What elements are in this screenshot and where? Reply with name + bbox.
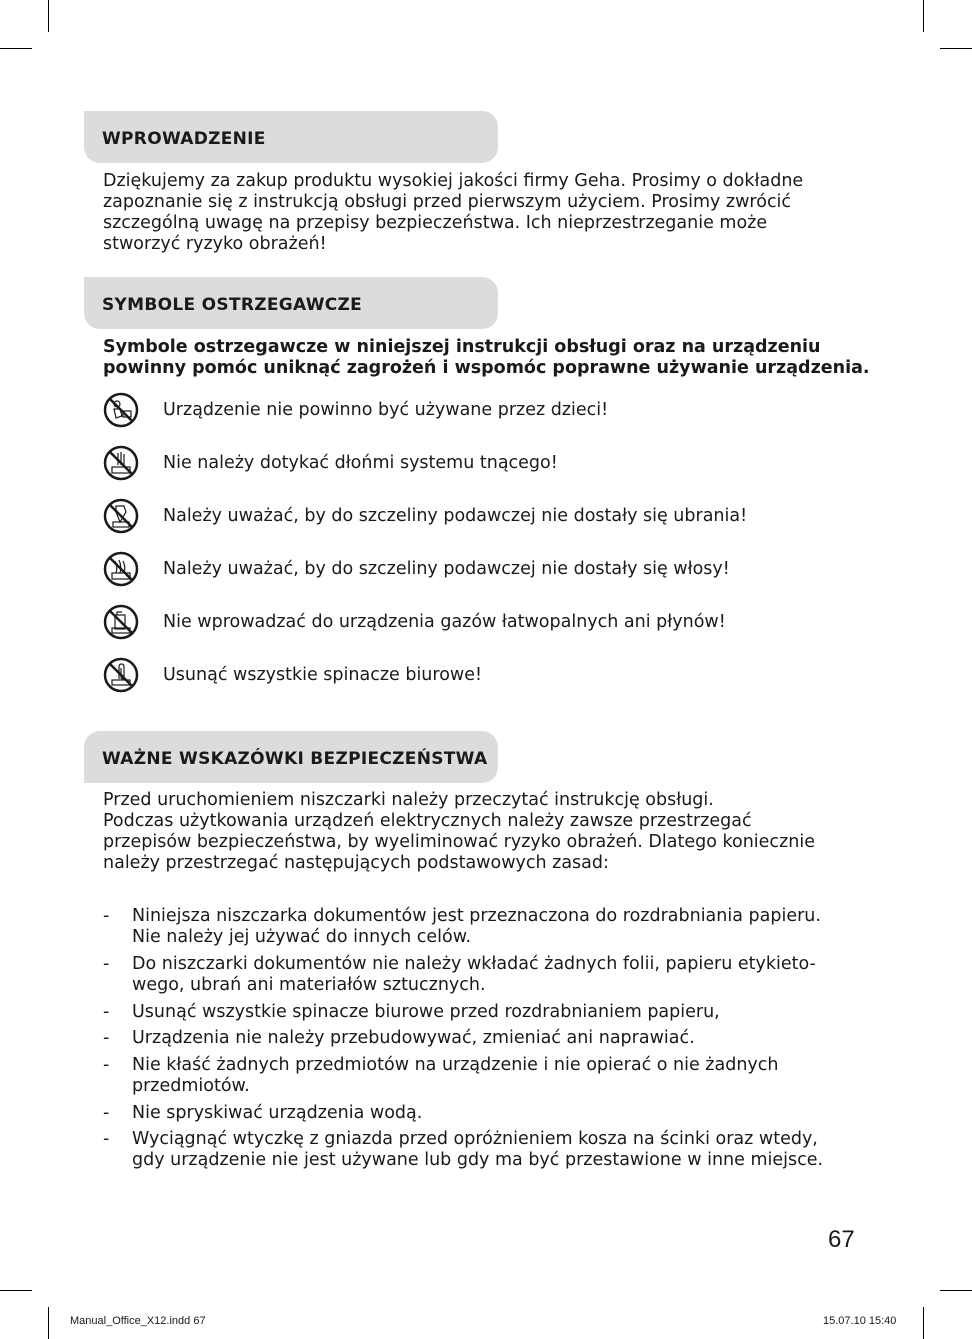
crop-mark [0,1290,32,1291]
no-hands-icon [103,445,139,481]
text-line: Niniejsza niszczarka dokumentów jest przeznaczona do rozdrabniania papieru. [132,906,821,926]
symbol-row [103,445,558,481]
no-children-icon [103,392,139,428]
text-line: Nie należy jej używać do innych celów. [132,927,472,947]
text-line: Nie kłaść żadnych przedmiotów na urządzenie i nie opierać o nie żadnych [132,1055,779,1075]
safety-intro-paragraph [103,790,883,874]
text-line: powinny pomóc uniknąć zagrożeń i wspomóc poprawne używanie urządzenia. [103,358,870,378]
text-line: gdy urządzenie nie jest używane lub gdy ma być przestawione w inne miejsce. [132,1150,824,1170]
text-line: Dziękujemy za zakup produktu wysokiej jakości firmy Geha. Prosimy o dokładne [103,171,804,191]
bullet-dash: - [103,906,110,926]
section-title: WPROWADZENIE [102,129,266,149]
list-item [103,1055,883,1097]
crop-mark [940,1290,972,1291]
crop-mark [48,0,49,32]
crop-mark [923,1307,924,1339]
list-item [103,906,883,948]
footer-file-info: Manual_Office_X12.indd 67 [70,1315,206,1327]
symbol-label: Nie należy dotykać dłońmi systemu tnącego! [163,453,558,473]
symbol-label: Nie wprowadzać do urządzenia gazów łatwopalnych ani płynów! [163,612,726,632]
section-title: SYMBOLE OSTRZEGAWCZE [102,295,363,315]
symbol-row [103,498,747,534]
text-line: przepisów bezpieczeństwa, by wyeliminować ryzyko obrażeń. Dlatego koniecznie [103,832,815,852]
text-line: stworzyć ryzyko obrażeń! [103,234,327,254]
text-line: Przed uruchomieniem niszczarki należy przeczytać instrukcję obsługi. [103,790,714,810]
text-line: zapoznanie się z instrukcją obsługi przed pierwszym użyciem. Prosimy zwrócić [103,192,792,212]
no-flammable-icon [103,604,139,640]
footer-timestamp: 15.07.10 15:40 [823,1315,897,1327]
symbols-lead-paragraph [103,337,883,379]
list-item [103,1103,883,1124]
list-item [103,1028,883,1049]
symbol-row [103,551,730,587]
bullet-dash: - [103,954,110,974]
page-number: 67 [828,1226,855,1253]
text-line: przedmiotów. [132,1076,250,1096]
text-line: szczególną uwagę na przepisy bezpieczeństwa. Ich nieprzestrzeganie może [103,213,768,233]
bullet-dash: - [103,1055,110,1075]
bullet-dash: - [103,1103,110,1123]
text-line: Urządzenia nie należy przebudowywać, zmieniać ani naprawiać. [132,1028,695,1048]
list-item [103,1002,883,1023]
symbol-label: Urządzenie nie powinno być używane przez dzieci! [163,400,609,420]
section-header-intro [84,111,498,163]
text-line: Do niszczarki dokumentów nie należy wkładać żadnych folii, papieru etykieto- [132,954,816,974]
section-title: WAŻNE WSKAZÓWKI BEZPIECZEŃSTWA [102,749,488,769]
symbol-row [103,604,726,640]
bullet-dash: - [103,1002,110,1022]
crop-mark [0,48,32,49]
no-hair-icon [103,551,139,587]
no-clothing-icon [103,498,139,534]
no-paperclips-icon [103,657,139,693]
symbol-label: Należy uważać, by do szczeliny podawczej nie dostały się włosy! [163,559,730,579]
text-line: wego, ubrań ani materiałów sztucznych. [132,975,486,995]
crop-mark [923,0,924,32]
bullet-dash: - [103,1028,110,1048]
section-header-symbols [84,277,498,329]
symbol-label: Usunąć wszystkie spinacze biurowe! [163,665,483,685]
intro-paragraph [103,171,883,255]
text-line: Usunąć wszystkie spinacze biurowe przed rozdrabnianiem papieru, [132,1002,720,1022]
text-line: Symbole ostrzegawcze w niniejszej instrukcji obsługi oraz na urządzeniu [103,337,821,357]
symbol-row [103,392,608,428]
symbol-row [103,657,482,693]
text-line: Wyciągnąć wtyczkę z gniazda przed opróżnieniem kosza na ścinki oraz wtedy, [132,1129,818,1149]
list-item [103,1129,883,1171]
text-line: Podczas użytkowania urządzeń elektrycznych należy zawsze przestrzegać [103,811,752,831]
symbol-label: Należy uważać, by do szczeliny podawczej nie dostały się ubrania! [163,506,748,526]
section-header-safety [84,731,498,783]
crop-mark [48,1307,49,1339]
text-line: należy przestrzegać następujących podstawowych zasad: [103,853,609,873]
bullet-dash: - [103,1129,110,1149]
text-line: Nie spryskiwać urządzenia wodą. [132,1103,423,1123]
list-item [103,954,883,996]
crop-mark [940,48,972,49]
